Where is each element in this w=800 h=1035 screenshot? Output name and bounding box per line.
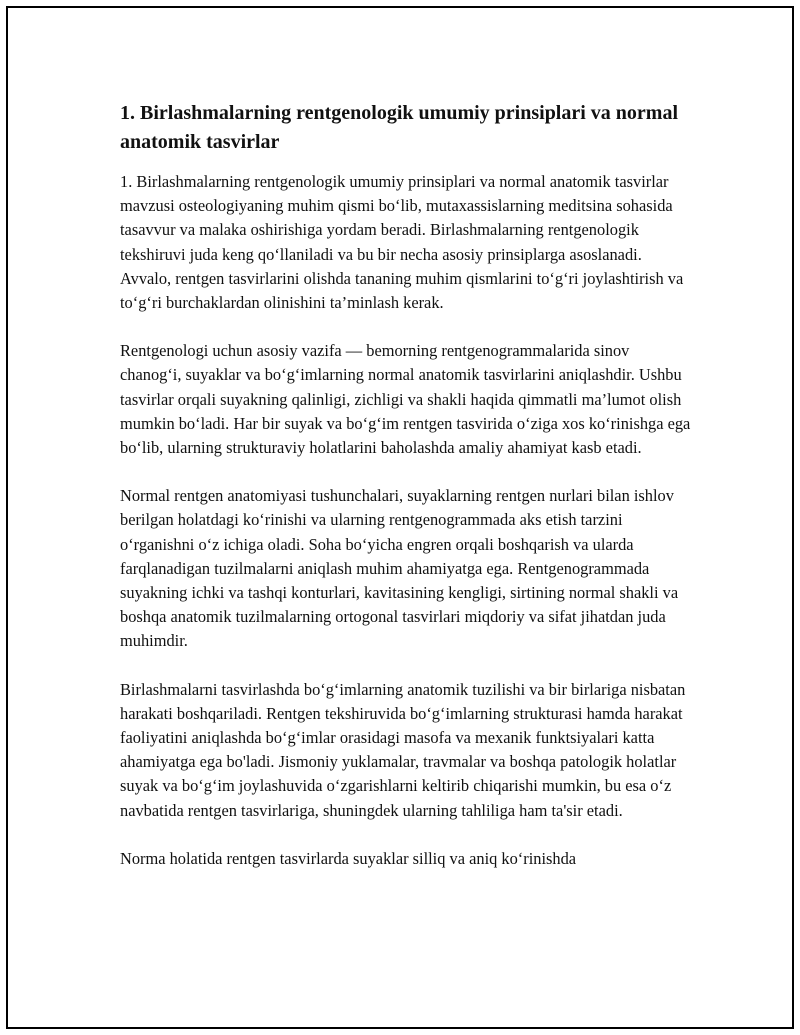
paragraph-5: Norma holatida rentgen tasvirlarda suyaklar silliq va aniq ko‘rinishda: [120, 848, 577, 868]
paragraph-1: 1. Birlashmalarning rentgenologik umumiy prinsiplari va normal anatomik tasvirlar mavzusi osteologiyaning muhim qismi bo‘lib, mutaxassislarning meditsina sohasida tasavvur va malaka oshirishiga yordam beradi. Birlashmalarning rentgenologik tekshiruvi juda keng qo‘llaniladi va bu bir necha asosiy prinsiplarga asoslanadi. Avvalo, rentgen tasvirlarini olishda tananing muhim qismlarini to‘g‘ri joylashtirish va to‘g‘ri burchaklardan olinishini ta’minlash kerak.: [120, 172, 684, 313]
section-heading: 1. Birlashmalarning rentgenologik umumiy prinsiplari va normal anatomik tasvirlar: [120, 102, 679, 153]
page-frame: [6, 6, 794, 1029]
paragraph-2: Rentgenologi uchun asosiy vazifa — bemorning rentgenogrammalarida sinov chanog‘i, suyaklar va bo‘g‘imlarning normal anatomik tasvirlarini aniqlashdir. Ushbu tasvirlar orqali suyakning qalinligi, zichligi va shakli haqida qimmatli ma’lumot olish mumkin bo‘ladi. Har bir suyak va bo‘g‘im rentgen tasvirida o‘ziga xos ko‘rinishga ega bo‘lib, ularning strukturaviy holatlarini baholashda amaliy ahamiyat kasb etadi.: [120, 341, 691, 458]
paragraph-4: Birlashmalarni tasvirlashda bo‘g‘imlarning anatomik tuzilishi va bir birlariga nisbatan harakati boshqariladi. Rentgen tekshiruvida bo‘g‘imlarning strukturasi hamda harakat faoliyatini aniqlashda bo‘g‘imlar orasidagi masofa va mexanik funktsiyalari katta ahamiyatga ega bo'ladi. Jismoniy yuklamalar, travmalar va boshqa patologik holatlar suyak va bo‘g‘im joylashuvida o‘zgarishlarni keltirib chiqarishi mumkin, bu esa o‘z navbatida rentgen tasvirlariga, shuningdek ularning tahliliga ham ta'sir etadi.: [120, 679, 686, 820]
paragraph-3: Normal rentgen anatomiyasi tushunchalari, suyaklarning rentgen nurlari bilan ishlov berilgan holatdagi ko‘rinishi va ularning rentgenogrammada aks etish tarzini o‘rganishni o‘z ichiga oladi. Soha bo‘yicha engren orqali boshqarish va ularda farqlanadigan tuzilmalarni aniqlash muhim ahamiyatga ega. Rentgenogrammada suyakning ichki va tashqi konturlari, kavitasining kengligi, sirtining normal shakli va boshqa anatomik tuzilmalarning ortogonal tasvirlari miqdoriy va sifat jihatdan juda muhimdir.: [120, 486, 679, 651]
document-body: [120, 99, 692, 895]
